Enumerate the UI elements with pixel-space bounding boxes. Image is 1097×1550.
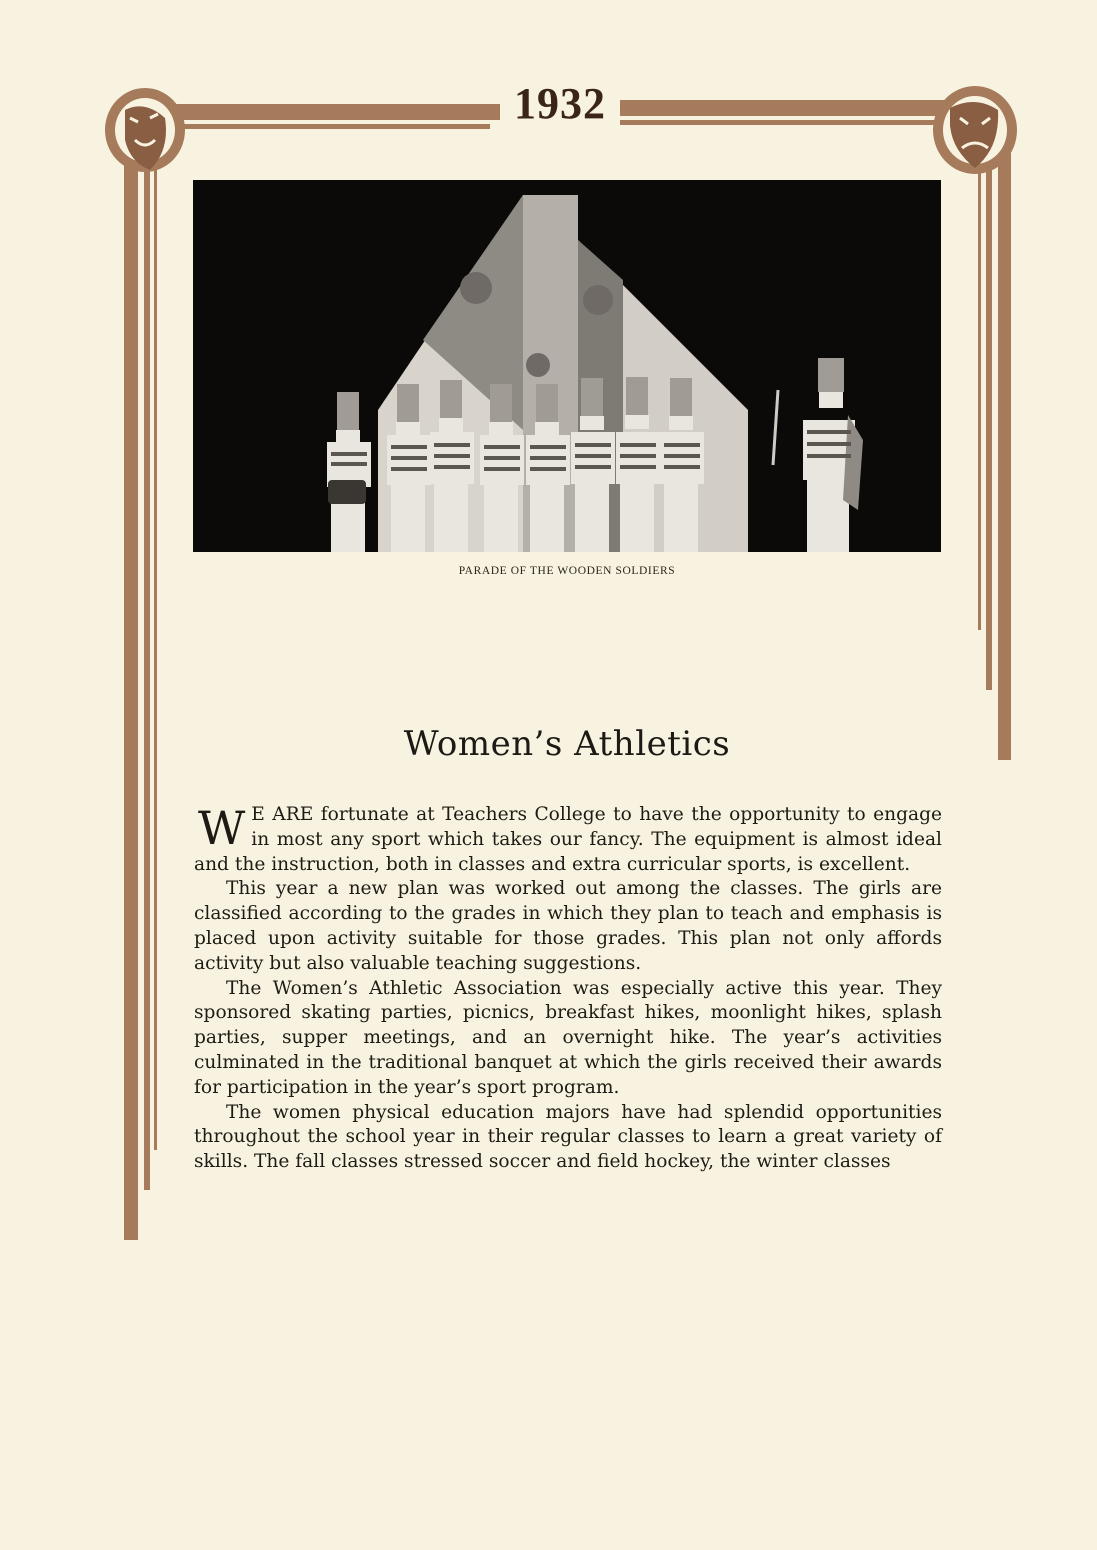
tragedy-mask-icon xyxy=(933,86,1017,174)
comedy-mask-icon xyxy=(105,88,185,172)
article-paragraph: The women physical education majors have had splendid opportunities throughout the school year in their regular classes to learn a great variety of skills. The fall classes stressed soccer and field hockey, the winter classes xyxy=(194,1101,942,1173)
drum-icon xyxy=(328,480,366,504)
article-paragraph: The Women’s Athletic Association was especially active this year. They sponsored skating parties, picnics, breakfast hikes, moonlight hikes, splash parties, supper meetings, and an overnight hike. The year’s activities culminated in the traditional banquet at which the girls received their awards for participation in the year’s sport program. xyxy=(194,977,942,1098)
article-paragraph xyxy=(194,803,942,877)
drop-cap: W xyxy=(198,801,246,855)
article-body xyxy=(194,803,942,1175)
soldiers-photograph xyxy=(193,180,941,552)
article-title: Women’s Athletics xyxy=(403,724,731,764)
year-heading: 1932 xyxy=(514,79,606,128)
photo-caption: PARADE OF THE WOODEN SOLDIERS xyxy=(458,565,676,577)
article-paragraph: This year a new plan was worked out among the classes. The girls are classified according to the grades in which they plan to teach and emphasis is placed upon activity suitable for those grades. This plan not only affords activity but also valuable teaching suggestions. xyxy=(194,878,942,974)
first-paragraph-text: E ARE fortunate at Teachers College to have the opportunity to engage in most any sport which takes our fancy. The equipment is almost ideal and the instruction, both in classes and extra curricular sports, is excellent. xyxy=(194,804,942,875)
